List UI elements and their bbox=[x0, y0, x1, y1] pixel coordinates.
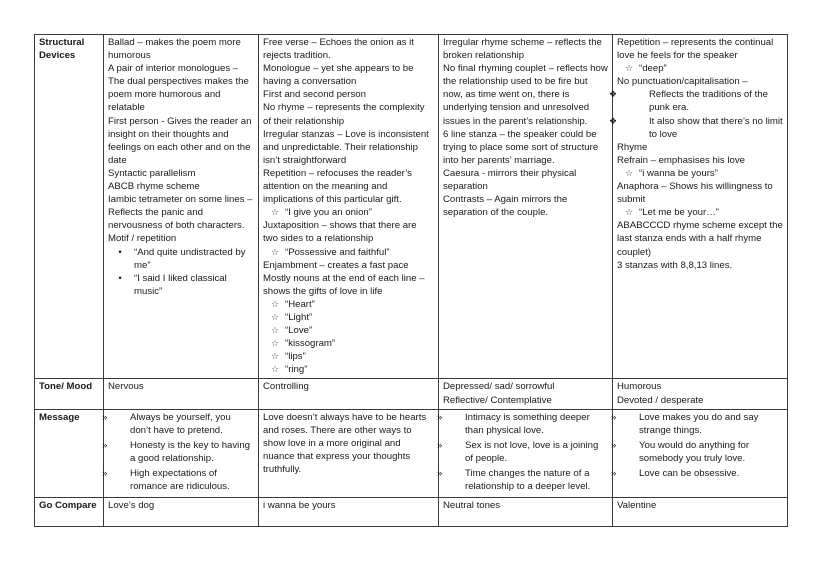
cell-structural-col1 bbox=[104, 35, 259, 379]
text-line: Love doesn’t always have to be hearts and roses. There are other ways to show love in a more original and nuance that express your thoughts truthfully. bbox=[263, 411, 427, 475]
cell-message-col4 bbox=[613, 409, 788, 498]
cell-structural-col2 bbox=[259, 35, 439, 379]
bullet-item: • “And quite undistracted by me” bbox=[108, 246, 254, 272]
text-line: A pair of interior monologues – The dual perspectives makes the poem more humorous and relatable bbox=[108, 63, 249, 114]
text-line: Nervous bbox=[108, 381, 144, 393]
star-quote: ☆ “lips” bbox=[263, 350, 434, 363]
cell-structural-col3 bbox=[439, 35, 613, 379]
text-line: Repetition – refocuses the reader’s attention on the meaning and implications of this particular gift. bbox=[263, 167, 412, 206]
poetry-comparison-table bbox=[34, 34, 788, 527]
text-line: Monologue – yet she appears to be having a conversation bbox=[263, 63, 414, 88]
star-quote: ☆ “Heart” bbox=[263, 298, 434, 311]
text-line: Mostly nouns at the end of each line – shows the gifts of love in life bbox=[263, 272, 425, 297]
text-line: Devoted / desperate bbox=[617, 394, 704, 406]
row-header-go-compare: Go Compare bbox=[35, 498, 104, 527]
message-bullet: » Love makes you do and say strange things. bbox=[617, 411, 783, 437]
cell-tone-col2 bbox=[259, 379, 439, 409]
cell-compare-col1: Love’s dog bbox=[104, 498, 259, 527]
row-header-message: Message bbox=[35, 409, 104, 498]
row-go-compare bbox=[35, 498, 788, 527]
message-bullet: » Love can be obsessive. bbox=[617, 467, 783, 480]
star-quote: ☆ “deep” bbox=[617, 62, 783, 75]
text-line: No final rhyming couplet – reflects how the relationship used to be fire but now, as time went on, there is underlying tension and unresolved issues in the parent’s relationship. bbox=[443, 63, 608, 127]
star-quote: ☆ “Love” bbox=[263, 324, 434, 337]
text-line: Iambic tetrameter on some lines – Reflects the panic and nervousness of both characters. bbox=[108, 194, 253, 232]
cell-message-col3 bbox=[439, 409, 613, 498]
cell-tone-col1 bbox=[104, 379, 259, 409]
star-quote: ☆ “Let me be your…” bbox=[617, 206, 783, 219]
row-tone-mood bbox=[35, 379, 788, 409]
star-quote: ☆ “i wanna be yours” bbox=[617, 167, 783, 180]
text-line: Ballad – makes the poem more humorous bbox=[108, 37, 241, 62]
text-line: First and second person bbox=[263, 89, 366, 101]
star-quote: ☆ “ring” bbox=[263, 363, 434, 376]
text-line: Caesura - mirrors their physical separation bbox=[443, 167, 577, 193]
text-line: Depressed/ sad/ sorrowful bbox=[443, 381, 555, 393]
cell-tone-col3 bbox=[439, 379, 613, 409]
text-line: Enjambment – creates a fast pace bbox=[263, 259, 409, 271]
row-message bbox=[35, 409, 788, 498]
text-line: Syntactic parallelism bbox=[108, 167, 196, 179]
text-line: Anaphora – Shows his willingness to submit bbox=[617, 181, 773, 206]
star-quote: ☆ “Light” bbox=[263, 311, 434, 324]
diamond-bullet-item: ❖ Reflects the traditions of the punk era. bbox=[617, 88, 783, 114]
star-quote: ☆ “Possessive and faithful” bbox=[263, 246, 434, 259]
message-bullet: » Sex is not love, love is a joining of people. bbox=[443, 439, 608, 465]
text-line: ABABCCCD rhyme scheme except the last stanza ends with a half rhyme couplet) bbox=[617, 220, 783, 258]
text-line: Rhyme bbox=[617, 141, 648, 153]
cell-compare-col4: Valentine bbox=[613, 498, 788, 527]
cell-message-col1 bbox=[104, 409, 259, 498]
text-line: Repetition – represents the continual love he feels for the speaker bbox=[617, 37, 774, 62]
row-header-tone-mood: Tone/ Mood bbox=[35, 379, 104, 409]
cell-compare-col2: i wanna be yours bbox=[259, 498, 439, 527]
row-structural-devices bbox=[35, 35, 788, 379]
message-bullet: » You would do anything for somebody you truly love. bbox=[617, 439, 783, 465]
cell-message-col2 bbox=[259, 409, 439, 498]
text-line: Juxtaposition – shows that there are two sides to a relationship bbox=[263, 220, 417, 245]
diamond-bullet-item: ❖ It also show that there’s no limit to love bbox=[617, 115, 783, 141]
cell-compare-col3: Neutral tones bbox=[439, 498, 613, 527]
text-line: 3 stanzas with 8,8,13 lines. bbox=[617, 259, 733, 271]
text-line: No rhyme – represents the complexity of their relationship bbox=[263, 102, 425, 127]
text-line: Contrasts – Again mirrors the separation of the couple. bbox=[443, 194, 568, 219]
message-bullet: » High expectations of romance are ridiculous. bbox=[108, 467, 254, 493]
text-line: No punctuation/capitalisation – bbox=[617, 76, 748, 88]
star-quote: ☆ “kissogram” bbox=[263, 337, 434, 350]
message-bullet: » Honesty is the key to having a good relationship. bbox=[108, 439, 254, 465]
cell-structural-col4 bbox=[613, 35, 788, 379]
bullet-item: • “I said I liked classical music” bbox=[108, 272, 254, 298]
text-line: Reflective/ Contemplative bbox=[443, 394, 552, 406]
text-line: ABCB rhyme scheme bbox=[108, 181, 200, 193]
text-line: 6 line stanza – the speaker could be trying to place some sort of structure into her parents’ marriage. bbox=[443, 128, 599, 166]
text-line: Free verse – Echoes the onion as it rejects tradition. bbox=[263, 37, 414, 62]
text-line: Motif / repetition bbox=[108, 233, 177, 245]
cell-tone-col4 bbox=[613, 379, 788, 409]
star-quote: ☆ “I give you an onion” bbox=[263, 206, 434, 219]
message-bullet: » Always be yourself, you don’t have to pretend. bbox=[108, 411, 254, 437]
text-line: First person - Gives the reader an insight on their thoughts and feelings on each other and on the date bbox=[108, 115, 252, 166]
message-bullet: » Intimacy is something deeper than physical love. bbox=[443, 411, 608, 437]
text-line: Controlling bbox=[263, 381, 309, 393]
message-bullet: » Time changes the nature of a relationship to a deeper level. bbox=[443, 467, 608, 493]
text-line: Irregular rhyme scheme – reflects the broken relationship bbox=[443, 37, 602, 62]
row-header-structural-devices: Structural Devices bbox=[35, 35, 104, 379]
text-line: Irregular stanzas – Love is inconsistent and unpredictable. Their relationship isn’t straightforward bbox=[263, 128, 429, 166]
text-line: Refrain – emphasises his love bbox=[617, 154, 745, 166]
text-line: Humorous bbox=[617, 381, 662, 393]
